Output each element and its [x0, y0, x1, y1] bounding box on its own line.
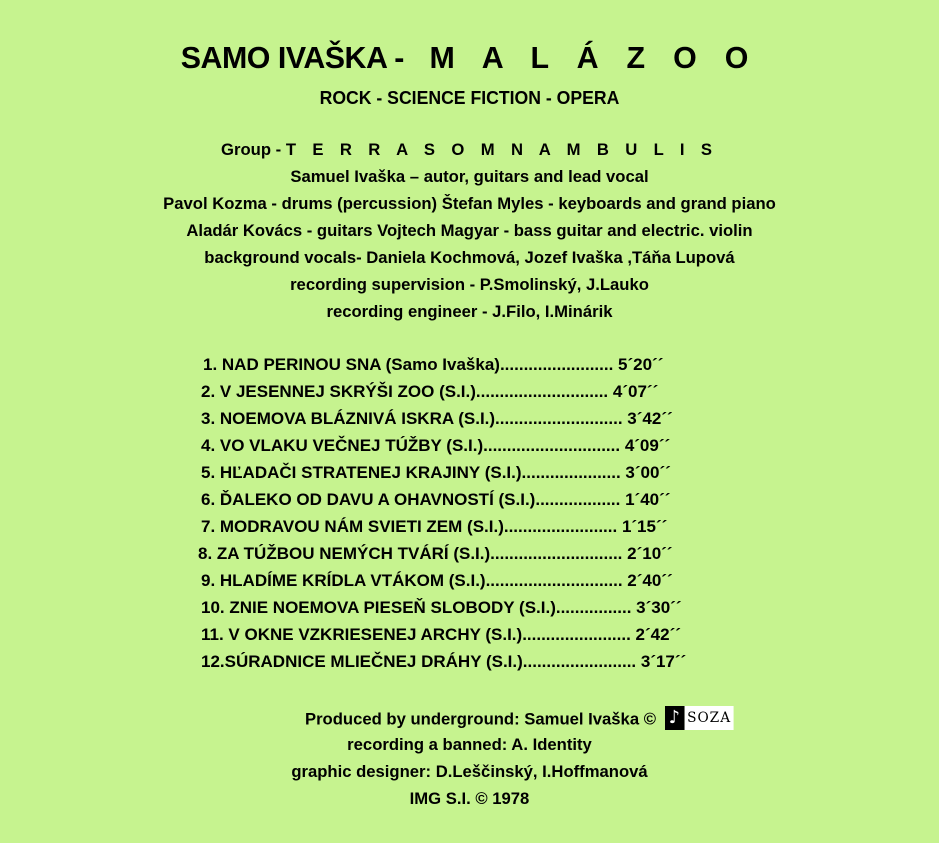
soza-logo [665, 706, 734, 730]
credit-line-3: Aladár Kovács - guitars Vojtech Magyar - bass guitar and electric. violin [186, 221, 753, 240]
track-item: 5. HĽADAČI STRATENEJ KRAJINY (S.I.)..................... 3´00´´ [201, 463, 671, 482]
track-item: 3. NOEMOVA BLÁZNIVÁ ISKRA (S.I.)........................... 3´42´´ [201, 409, 673, 428]
credit-line-4: background vocals- Daniela Kochmová, Jozef Ivaška ,Táňa Lupová [204, 248, 735, 267]
graphic-designer-line: graphic designer: D.Leščinský, I.Hoffmanová [291, 762, 648, 781]
track-item: 8. ZA TÚŽBOU NEMÝCH TVÁRÍ (S.I.)............................ 2´10´´ [198, 544, 673, 563]
track-item: 4. VO VLAKU VEČNEJ TÚŽBY (S.I.)............................. 4´09´´ [201, 436, 671, 455]
img-copyright-line: IMG S.I. © 1978 [409, 789, 530, 808]
track-item: 1. NAD PERINOU SNA (Samo Ivaška)........................ 5´20´´ [203, 355, 664, 374]
track-item: 11. V OKNE VZKRIESENEJ ARCHY (S.I.)....................... 2´42´´ [201, 625, 681, 644]
credit-line-6: recording engineer - J.Filo, I.Minárik [326, 302, 613, 321]
soza-logo-text: SOZA [684, 706, 734, 730]
track-item: 10. ZNIE NOEMOVA PIESEŇ SLOBODY (S.I.)................ 3´30´´ [201, 598, 682, 617]
group-name: T E R R A S O M N A M B U L I S [285, 140, 718, 159]
credit-line-2: Pavol Kozma - drums (percussion) Štefan Myles - keyboards and grand piano [163, 194, 776, 213]
group-prefix: Group - [221, 140, 282, 159]
group-line [10, 140, 930, 160]
credit-line-1: Samuel Ivaška – autor, guitars and lead vocal [290, 167, 649, 186]
track-item: 2. V JESENNEJ SKRÝŠI ZOO (S.I.)............................ 4´07´´ [201, 382, 659, 401]
artist-name: SAMO IVAŠKA - [180, 40, 404, 75]
genre-subtitle: ROCK - SCIENCE FICTION - OPERA [319, 88, 620, 108]
produced-line [60, 708, 939, 732]
track-item: 9. HLADÍME KRÍDLA VTÁKOM (S.I.)............................. 2´40´´ [201, 571, 673, 590]
music-note-icon: ♪ [665, 706, 685, 730]
track-item: 12.SÚRADNICE MLIEČNEJ DRÁHY (S.I.)........................ 3´17´´ [201, 652, 687, 671]
album-title [10, 40, 930, 76]
produced-text: Produced by underground: Samuel Ivaška © [304, 709, 656, 729]
album-name: M A L Á Z O O [429, 40, 759, 75]
track-item: 6. ĎALEKO OD DAVU A OHAVNOSTÍ (S.I.).................. 1´40´´ [201, 490, 671, 509]
track-item: 7. MODRAVOU NÁM SVIETI ZEM (S.I.)........................ 1´15´´ [201, 517, 668, 536]
recording-line: recording a banned: A. Identity [347, 735, 592, 754]
credit-line-5: recording supervision - P.Smolinský, J.Lauko [290, 275, 649, 294]
